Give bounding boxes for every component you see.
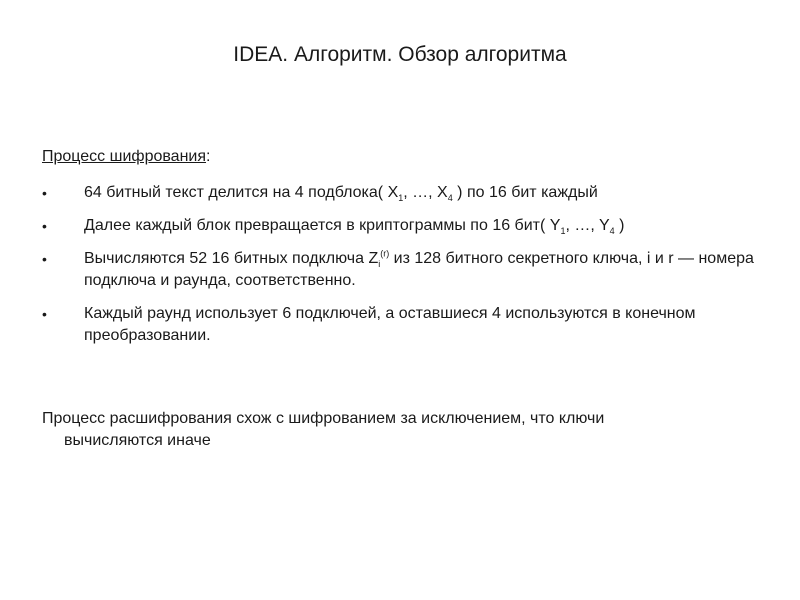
bullet-text: ) по 16 бит каждый xyxy=(452,184,598,201)
subscript: 4 xyxy=(609,226,615,237)
decryption-paragraph xyxy=(42,408,782,452)
bullet-text: , …, X xyxy=(403,184,448,201)
subscript: 1 xyxy=(398,193,404,204)
bullet-text: из 128 битного секретного ключа, i и r — номера подключа и раунда, соответственно. xyxy=(84,250,754,289)
slide-title: IDEA. Алгоритм. Обзор алгоритма xyxy=(233,43,567,66)
paragraph-line-2: вычисляются иначе xyxy=(64,432,211,449)
bullet-text: Вычисляются 52 16 битных подключа Z xyxy=(84,250,379,267)
section-heading xyxy=(42,146,210,168)
bullet-item-2 xyxy=(42,215,782,237)
bullet-item-3 xyxy=(42,248,782,292)
subscript: 1 xyxy=(560,226,566,237)
bullet-marker: • xyxy=(42,251,47,267)
bullet-text: ) xyxy=(614,217,625,234)
bullet-text: 64 битный текст делится на 4 подблока( X xyxy=(84,184,399,201)
bullet-text: Далее каждый блок превращается в криптограммы по 16 бит( Y xyxy=(84,217,561,234)
subscript: i xyxy=(378,259,381,270)
bullet-text: , …, Y xyxy=(565,217,610,234)
superscript: (r) xyxy=(380,248,390,259)
paragraph-line-1: Процесс расшифрования схож с шифрованием за исключением, что ключи xyxy=(42,410,605,427)
bullet-item-1 xyxy=(42,182,782,204)
bullet-marker: • xyxy=(42,218,47,234)
section-heading-colon: : xyxy=(206,148,211,165)
bullet-marker: • xyxy=(42,306,47,322)
bullet-text: Каждый раунд использует 6 подключей, а оставшиеся 4 используются в конечном преобразовании. xyxy=(84,305,696,344)
subscript: 4 xyxy=(447,193,453,204)
bullet-item-4 xyxy=(42,303,782,347)
bullet-list xyxy=(42,182,782,358)
bullet-marker: • xyxy=(42,185,47,201)
section-heading-text: Процесс шифрования xyxy=(42,148,207,165)
